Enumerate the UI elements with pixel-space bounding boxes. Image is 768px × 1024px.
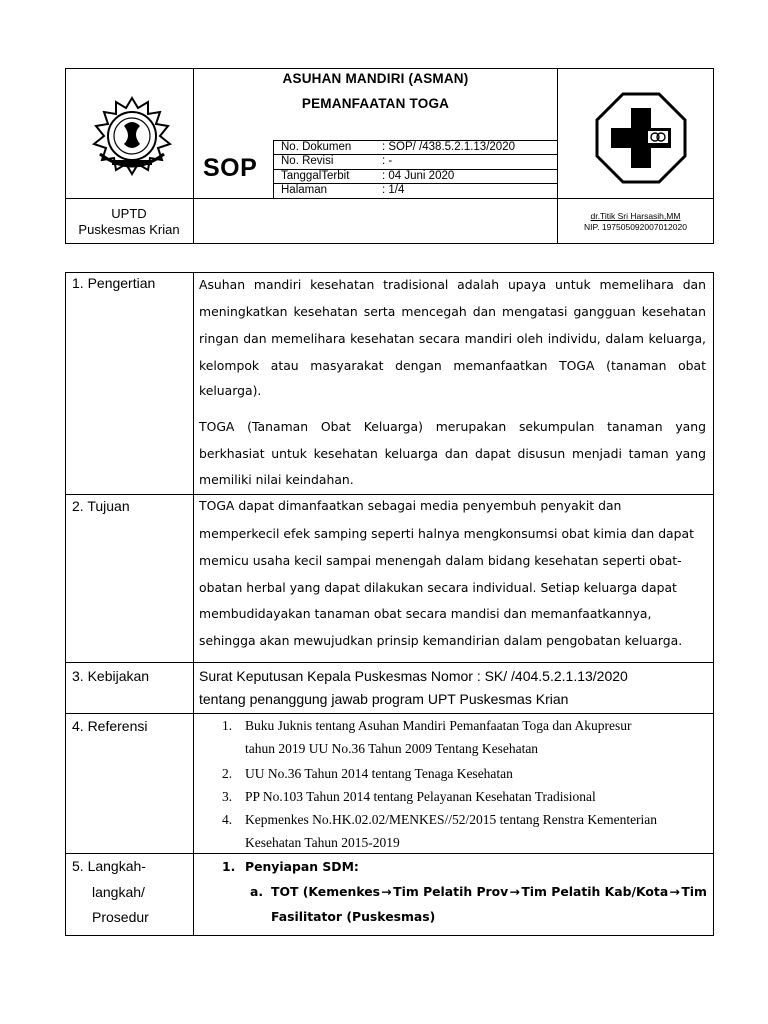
referensi-line: Buku Juknis tentang Asuhan Mandiri Pemanfaatan Toga dan Akupresur <box>245 718 632 733</box>
tujuan-line: sehingga akan mewujudkan prinsip kemandirian dalam pengobatan keluarga. <box>199 633 683 648</box>
section-label-langkah: Prosedur <box>92 909 149 925</box>
pengertian-line: meningkatkan kesehatan serta mencegah dan mengatasi gangguan kesehatan <box>199 304 706 319</box>
header-divider <box>193 68 194 244</box>
row-divider <box>65 713 714 714</box>
referensi-line: Kesehatan Tahun 2015-2019 <box>245 835 400 850</box>
meta-value: : SOP/ /438.5.2.1.13/2020 <box>382 141 515 153</box>
meta-value: : 04 Juni 2020 <box>382 170 455 182</box>
referensi-number: 4. <box>222 812 233 827</box>
kebijakan-line: Surat Keputusan Kepala Puskesmas Nomor : SK/ /404.5.2.1.13/2020 <box>199 668 628 684</box>
sop-label: SOP <box>203 154 258 182</box>
substep-text: Tim <box>681 884 707 899</box>
section-label-kebijakan: 3. Kebijakan <box>72 668 150 684</box>
row-divider <box>65 853 714 854</box>
referensi-number: 3. <box>222 789 233 804</box>
referensi-number: 2. <box>222 766 233 781</box>
signer-name: dr.Titik Sri Harsasih,MM <box>590 211 681 221</box>
puskesmas-logo <box>595 92 687 184</box>
substep-line <box>271 878 707 905</box>
section-label-langkah: 5. Langkah- <box>72 858 146 874</box>
tujuan-line: memperkecil efek samping seperti halnya mengkonsumsi obat kimia dan dapat <box>199 526 694 541</box>
substep-text: TOT (Kemenkes <box>271 884 381 899</box>
pengertian-line: memiliki nilai keindahan. <box>199 472 354 487</box>
kebijakan-line: tentang penanggung jawab program UPT Puskesmas Krian <box>199 691 569 707</box>
referensi-number: 1. <box>222 718 233 733</box>
pengertian-line: TOGA (Tanaman Obat Keluarga) merupakan sekumpulan tanaman yang <box>199 419 706 434</box>
arrow-right-icon: → <box>509 884 520 899</box>
referensi-line: UU No.36 Tahun 2014 tentang Tenaga Kesehatan <box>245 766 513 781</box>
tujuan-line: obatan herbal yang dapat dilakukan secara individual. Setiap keluarga dapat <box>199 580 677 595</box>
tujuan-line: memicu usaha kecil sampai menengah dalam bidang kesehatan seperti obat- <box>199 553 682 568</box>
pengertian-line: keluarga). <box>199 383 262 398</box>
section-label-tujuan: 2. Tujuan <box>72 498 130 514</box>
meta-label: No. Revisi <box>281 155 334 167</box>
step-label: Penyiapan SDM: <box>245 859 359 874</box>
arrow-right-icon: → <box>381 884 392 899</box>
step-number: 1. <box>222 859 236 874</box>
header-divider <box>65 198 714 199</box>
section-label-referensi: 4. Referensi <box>72 718 148 734</box>
regional-seal-logo <box>86 94 178 180</box>
referensi-line: PP No.103 Tahun 2014 tentang Pelayanan Kesehatan Tradisional <box>245 789 596 804</box>
signer-nip: NIP. 197505092007012020 <box>584 222 687 232</box>
meta-label: Halaman <box>281 184 328 196</box>
substep-text: Tim Pelatih Prov <box>393 884 509 899</box>
referensi-line: tahun 2019 UU No.36 Tahun 2009 Tentang Kesehatan <box>245 741 539 756</box>
row-divider <box>65 662 714 663</box>
tujuan-line: TOGA dapat dimanfaatkan sebagai media penyembuh penyakit dan <box>199 498 622 513</box>
substep-letter: a. <box>250 884 264 899</box>
pengertian-line: kelompok atau masyarakat dengan memanfaatkan TOGA (tanaman obat <box>199 358 706 373</box>
org-name: Puskesmas Krian <box>78 222 180 237</box>
meta-value: : - <box>382 155 393 167</box>
tujuan-line: membudidayakan tanaman obat secara mandisi dan memanfaatkannya, <box>199 606 652 621</box>
substep-line: Fasilitator (Puskesmas) <box>271 909 436 924</box>
column-divider <box>193 272 194 936</box>
substep-text: Tim Pelatih Kab/Kota <box>521 884 669 899</box>
arrow-right-icon: → <box>669 884 680 899</box>
org-name: UPTD <box>111 206 147 221</box>
section-label-langkah: langkah/ <box>92 884 145 900</box>
meta-label: TanggalTerbit <box>281 170 350 182</box>
document-title: ASUHAN MANDIRI (ASMAN) <box>282 71 469 86</box>
pengertian-line: berkhasiat untuk kesehatan keluarga dan dapat disusun menjadi taman yang <box>199 446 706 461</box>
meta-label: No. Dokumen <box>281 141 352 153</box>
referensi-line: Kepmenkes No.HK.02.02/MENKES//52/2015 tentang Renstra Kementerian <box>245 812 658 827</box>
meta-value: : 1/4 <box>382 184 405 196</box>
document-subtitle: PEMANFAATAN TOGA <box>301 96 450 111</box>
pengertian-line: ringan dan memelihara kesehatan secara mandiri oleh individu, dalam keluarga, <box>199 331 706 346</box>
section-label-pengertian: 1. Pengertian <box>72 275 156 291</box>
pengertian-line: Asuhan mandiri kesehatan tradisional adalah upaya untuk memelihara dan <box>199 277 706 292</box>
